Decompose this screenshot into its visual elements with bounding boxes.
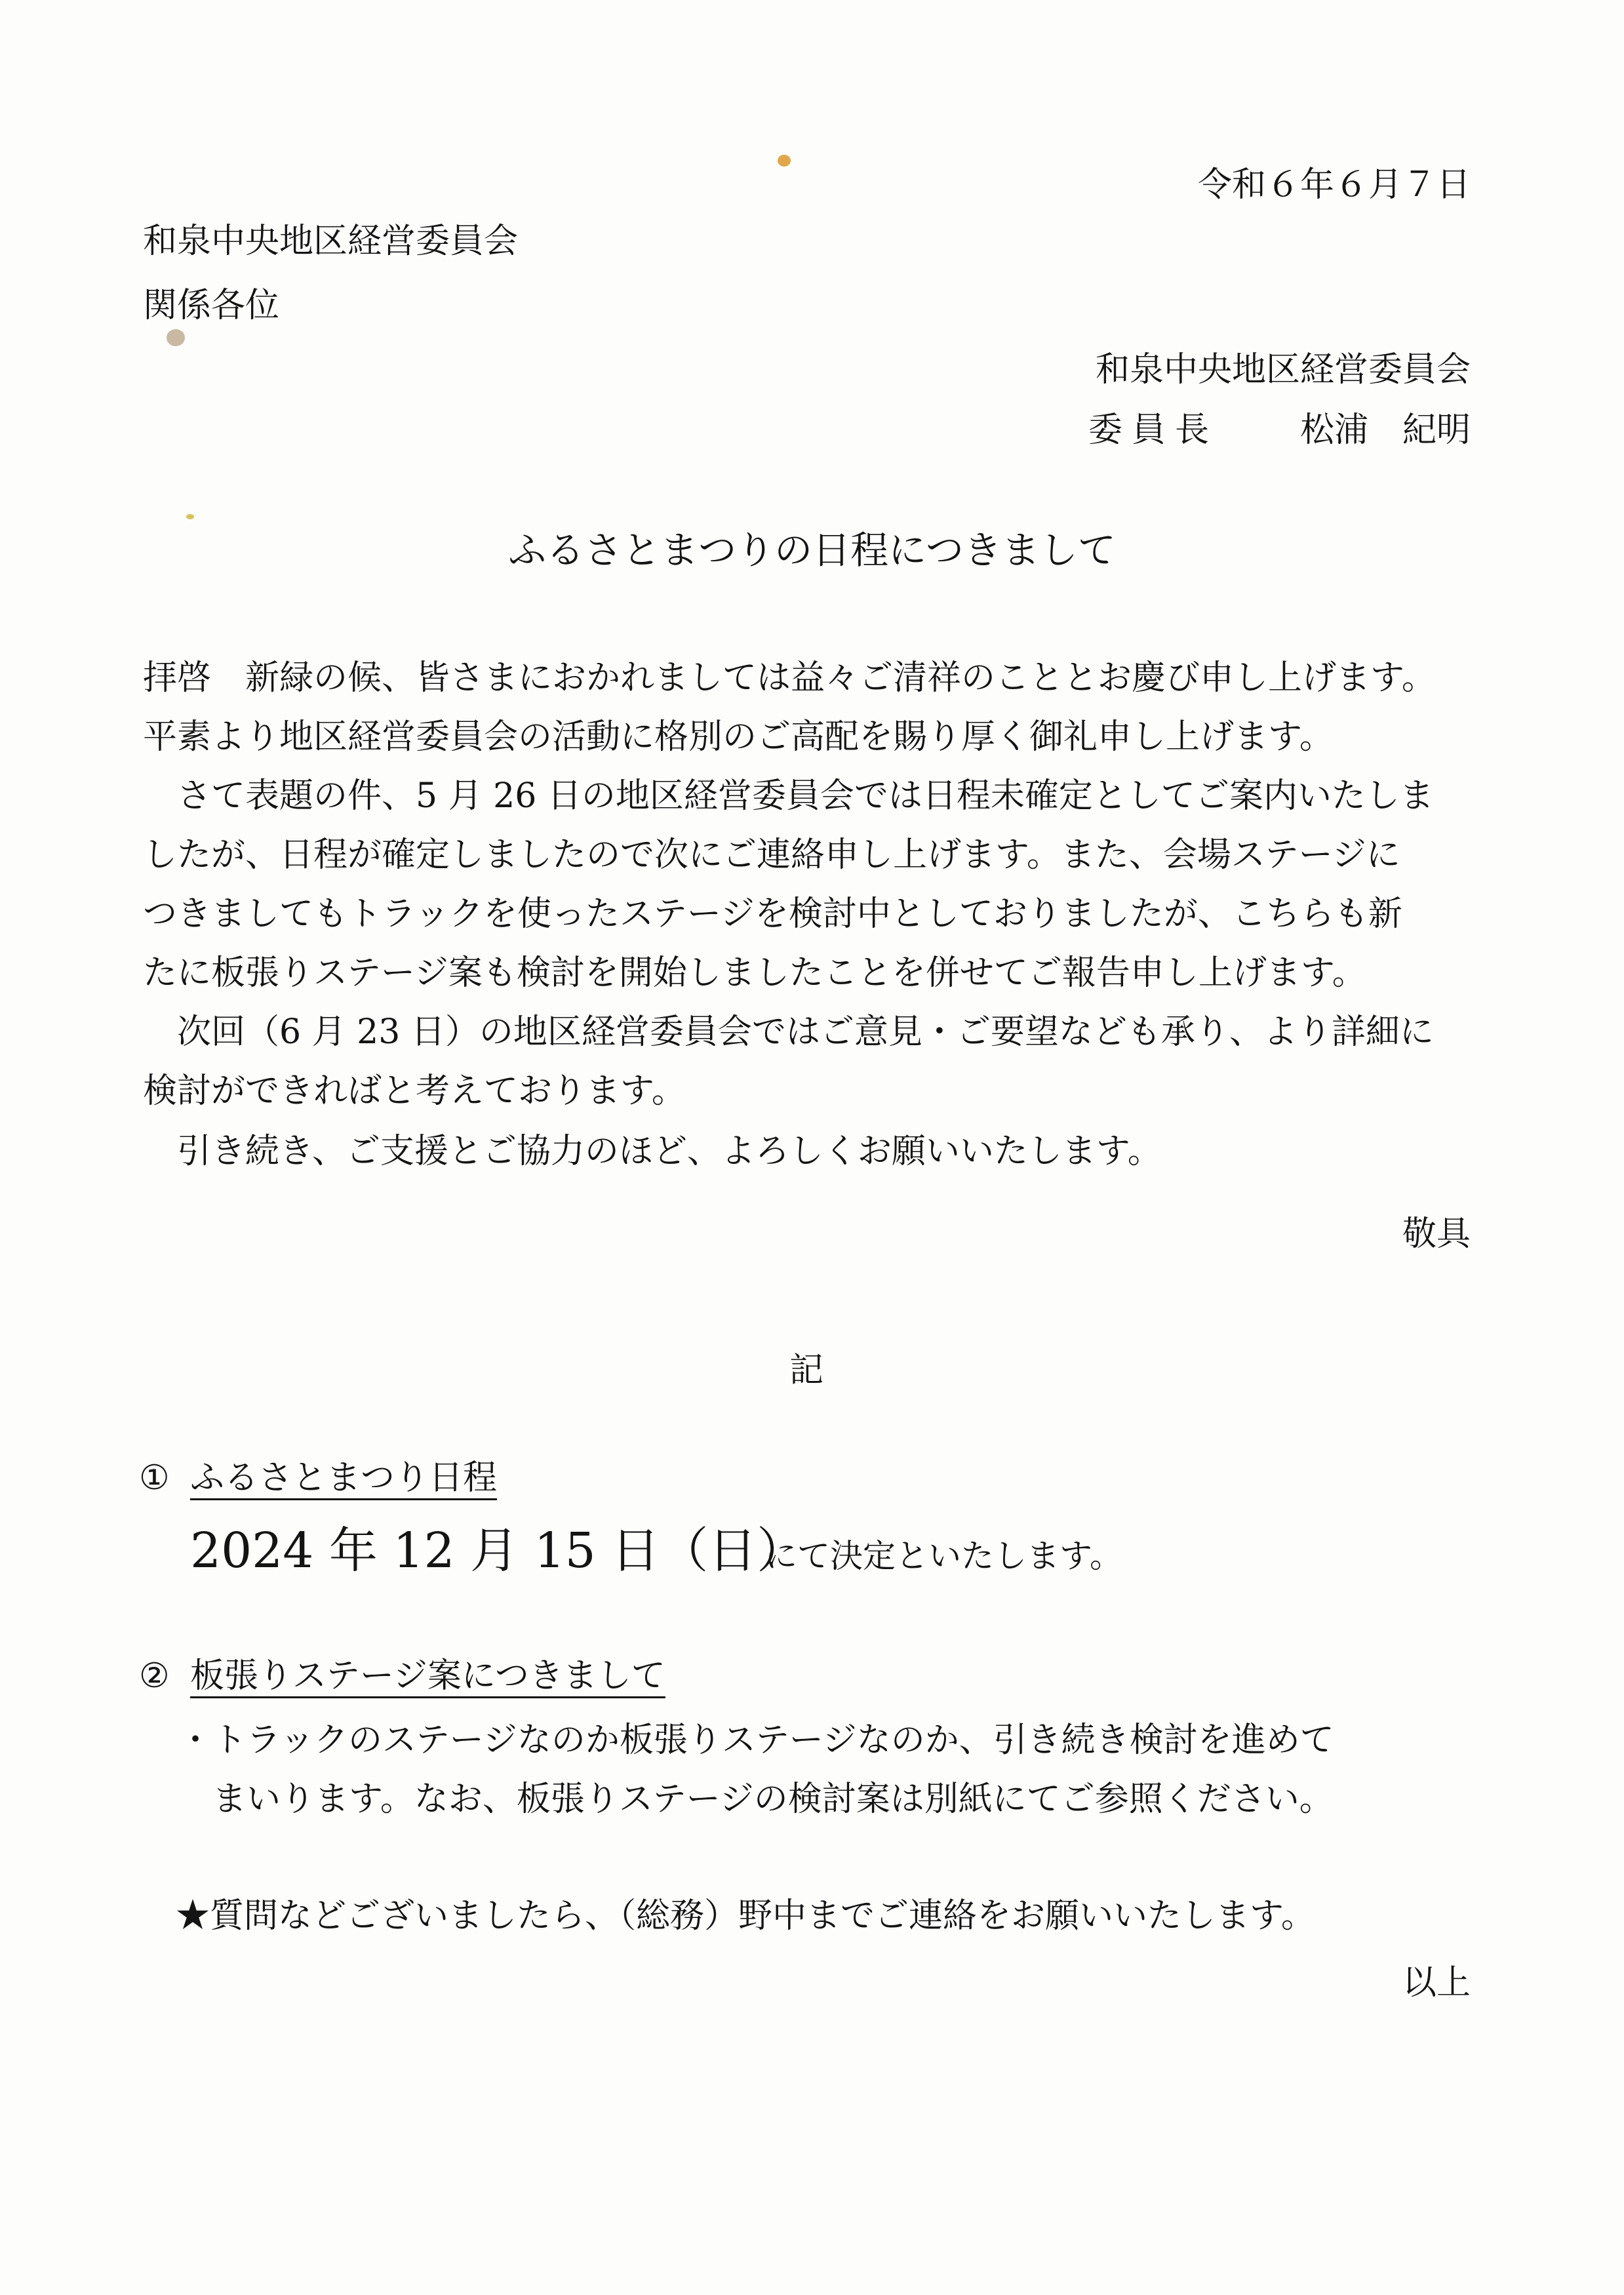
body-line: たに板張りステージ案も検討を開始しましたことを併せてご報告申し上げます。: [143, 953, 1366, 993]
item1-marker: ①: [139, 1458, 170, 1498]
scan-speck: [186, 514, 194, 519]
item1-heading: ふるさとまつり日程: [190, 1458, 498, 1498]
body-line: したが、日程が確定しましたので次にご連絡申し上げます。また、会場ステージに: [143, 835, 1400, 875]
recipient-line1: 和泉中央地区経営委員会: [143, 222, 519, 261]
festival-date: 2024 年 12 月 15 日（日）: [190, 1523, 806, 1579]
festival-date-suffix: にて決定といたします。: [764, 1537, 1122, 1575]
end-ijo: 以上: [1402, 1963, 1471, 2003]
body-line: 拝啓 新緑の候、皆さまにおかれましては益々ご清祥のこととお慶び申し上げます。: [143, 658, 1436, 698]
item2-marker: ②: [139, 1656, 170, 1696]
scan-speck: [778, 155, 791, 167]
body-line: 平素より地区経営委員会の活動に格別のご高配を賜り厚く御礼申し上げます。: [143, 717, 1334, 757]
letter-date: 令和６年６月７日: [1197, 165, 1471, 205]
contact-note: ★質問などございましたら、（総務）野中までご連絡をお願いいたします。: [176, 1896, 1315, 1936]
scan-speck: [167, 329, 185, 346]
body-line: つきましてもトラックを使ったステージを検討中としておりましたが、こちらも新: [143, 894, 1402, 934]
body-line: 引き続き、ご支援とご協力のほど、よろしくお願いいたします。: [143, 1132, 1162, 1171]
closing-keigu: 敬具: [1402, 1214, 1471, 1254]
item2-bullet-line: まいります。なお、板張りステージの検討案は別紙にてご参照ください。: [178, 1780, 1334, 1819]
letter-subject: ふるさとまつりの日程につきまして: [508, 528, 1116, 572]
body-line: 検討ができればと考えております。: [143, 1071, 686, 1111]
recipient-line2: 関係各位: [143, 286, 280, 325]
ki-marker: 記: [789, 1351, 824, 1390]
item2-bullet-line: ・トラックのステージなのか板張りステージなのか、引き続き検討を進めて: [178, 1721, 1334, 1760]
sender-org: 和泉中央地区経営委員会: [1095, 350, 1471, 389]
body-line: さて表題の件、5 月 26 日の地区経営委員会では日程未確定としてご案内いたしま: [143, 776, 1434, 816]
item2-heading: 板張りステージ案につきまして: [190, 1656, 665, 1696]
sender-title: 委員長: [1088, 410, 1219, 450]
sender-name: 松浦 紀明: [1299, 410, 1471, 450]
body-line: 次回（6 月 23 日）の地区経営委員会ではご意見・ご要望なども承り、より詳細に: [143, 1012, 1434, 1052]
